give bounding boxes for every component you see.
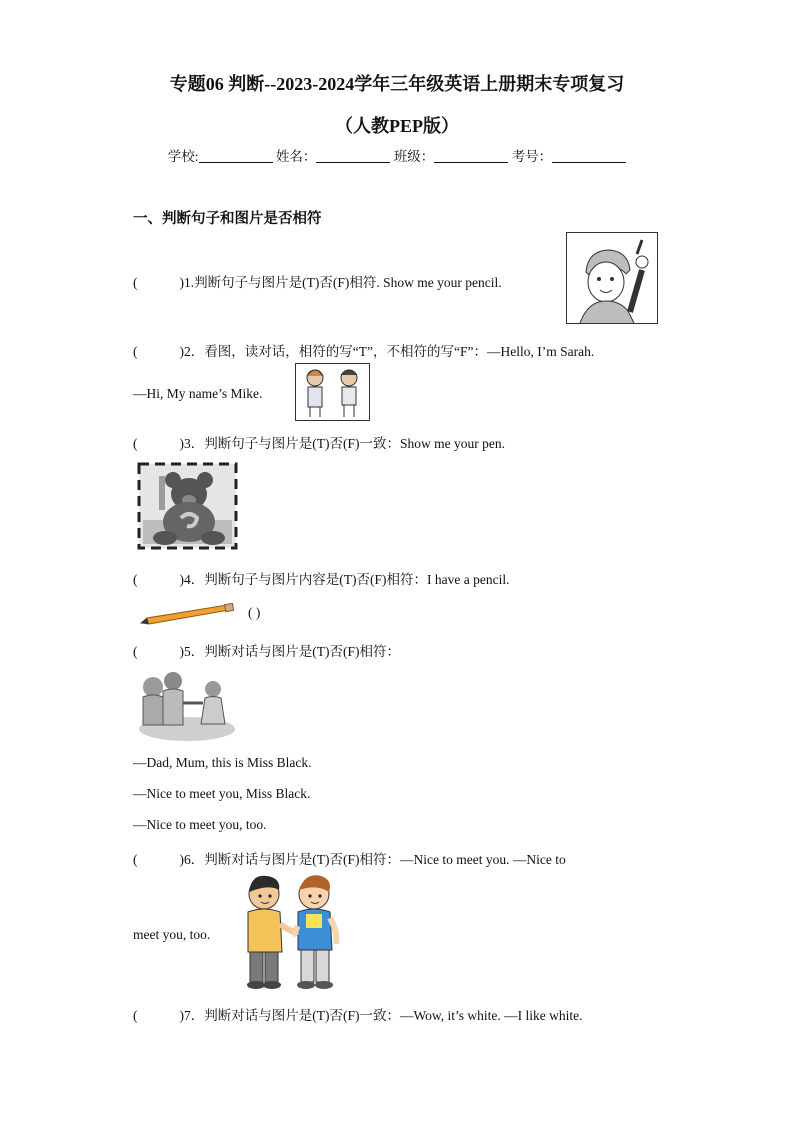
boy-raising-pencil-image [566,232,658,324]
girl-and-boy-image [295,363,370,421]
student-info-row [0,145,794,165]
pencil-image [139,603,235,625]
teddy-bear-image [137,462,238,550]
field-school-label: 学校: [167,149,199,164]
image-answer-blank[interactable]: ( ) [248,605,261,620]
page-title: 专题06 判断--2023-2024学年三年级英语上册期末专项复习 [169,74,625,94]
field-id-blank[interactable] [552,148,626,163]
question-6: ( )6．判断对话与图片是(T)否(F)相符：—Nice to meet you. —Nice to [133,852,566,867]
two-boys-shaking-hands-image [234,872,346,990]
field-name-label: 姓名： [275,149,317,164]
dialog-line-2: —Nice to meet you, Miss Black. [133,786,311,801]
question-3: ( )3．判断句子与图片是(T)否(F)一致：Show me your pen. [133,436,505,451]
question-4: ( )4．判断句子与图片内容是(T)否(F)相符：I have a pencil. [133,572,510,587]
section-heading: 一、判断句子和图片是否相符 [133,211,322,227]
field-name-blank[interactable] [316,148,390,163]
field-class-blank[interactable] [434,148,508,163]
dialog-line-1: —Dad, Mum, this is Miss Black. [133,755,312,770]
question-2-continued: —Hi, My name’s Mike. [133,386,263,401]
field-class-label: 班级： [393,149,435,164]
page-subtitle: （人教PEP版） [335,116,459,136]
question-7: ( )7．判断对话与图片是(T)否(F)一致：—Wow, it’s white. —I like white. [133,1008,583,1023]
dialog-line-3: —Nice to meet you, too. [133,817,267,832]
question-1: ( )1.判断句子与图片是(T)否(F)相符. Show me your pencil. [133,275,502,290]
field-id-label: 考号： [511,149,553,164]
family-meeting-teacher-image [137,667,238,742]
question-6-continued: meet you, too. [133,927,211,942]
question-5: ( )5．判断对话与图片是(T)否(F)相符： [133,644,400,659]
field-school-blank[interactable] [199,148,273,163]
question-2: ( )2．看图，读对话，相符的写“T”，不相符的写“F”：—Hello, I’m Sarah. [133,344,595,359]
